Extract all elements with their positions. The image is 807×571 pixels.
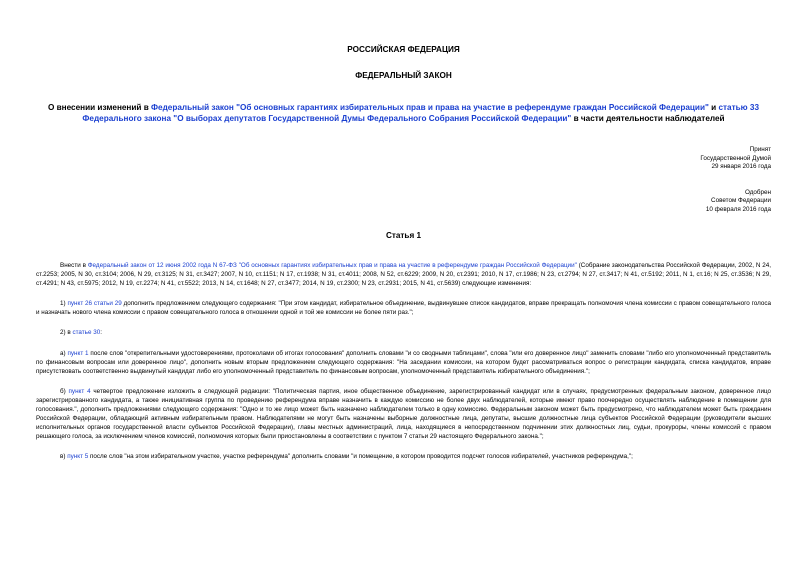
intro-text-b: (Собрание законодательства Российской Федерации, 2002, N 24, ст.2253; 2005, N 30, ст.3104; 2006, N 29, ст.3125; N 31, ст.3427; 2007, N 10, ст.1151; N 17, ст.1938; N 31, ст.4011; 2008, N 52, ст.6229; 2009, N 20, ст.2391; 2010, N 17, ст.1986; N 23, ст.2794; N 27, ст.3417; N 41, ст.5192; 2011, N 1, ст.16; N 25, ст.3536; N 29, ст.4291; N 43, ст.5975; 2012, N 19, ст.2274; N 41, ст.5522; 2013, N 14, ст.1648; N 27, ст.3477; 2014, N 19, ст.2300; N 23, ст.2931; 2015, N 41, ст.5639) следующие изменения: (36, 262, 772, 288)
paragraph-item-1 (36, 299, 771, 317)
subitem-a-link[interactable]: пункт 1 (67, 349, 89, 357)
item2-text-a: 2) в (60, 329, 73, 337)
item1-link[interactable]: пункт 26 статьи 29 (67, 300, 122, 308)
subitem-c-link[interactable]: пункт 5 (67, 453, 89, 461)
paragraph-subitem-b (36, 387, 771, 442)
subitem-b-text-a: б) (60, 387, 69, 395)
title-text-1: О внесении изменений в (47, 103, 152, 112)
subitem-b-link[interactable]: пункт 4 (68, 387, 91, 395)
title-link-article33[interactable]: статью 33 Федерального закона "О выборах депутатов Государственной Думы Федерального Собрания Российской Федерации" (82, 103, 760, 123)
subitem-b-text-b: четвертое предложение изложить в следующей редакции: "Политическая партия, иное общественное объединение, зарегистрированный кандидат или в случаях, предусмотренных федеральным законом, доверенное лицо зарегистрированного кандидата, а также инициативная группа по проведению референдума вправе назначить в каждую комиссию не более двух наблюдателей, которые имеют право поочередно осуществлять наблюдение в помещении для голосования.", дополнить предложениями следующего содержания: "Одно и то же лицо может быть назначено наблюдателем только в одну комиссию. Федеральным законом может быть предусмотрено, что наблюдателем может быть гражданин Российской Федерации, обладающий активным избирательным правом. Наблюдателями не могут быть назначены выборные должностные лица, депутаты, высшие должностные лица субъектов Российской Федерации (руководители высших исполнительных органов государственной власти субъектов Российской Федерации), главы местных администраций, лица, находящиеся в непосредственном подчинении этих должностных лиц, судьи, прокуроры, члены комиссий с правом решающего голоса, за исключением членов комиссий, полномочия которых были приостановлены в соответствии с пунктом 7 статьи 29 настоящего Федерального закона."; (36, 387, 772, 441)
adoption-line-2: Государственной Думой (700, 154, 771, 162)
header-law-type: ФЕДЕРАЛЬНЫЙ ЗАКОН (355, 71, 452, 80)
document-title (36, 102, 771, 124)
approval-line-3: 10 февраля 2016 года (705, 205, 771, 213)
approval-block (36, 189, 771, 215)
title-link-law[interactable]: Федеральный закон "Об основных гарантиях избирательных прав и права на участие в референдуме граждан Российской Федерации" (151, 103, 709, 112)
item2-link[interactable]: статье 30 (72, 329, 101, 337)
article-heading: Статья 1 (385, 231, 422, 240)
intro-text-a: Внести в (60, 262, 88, 269)
adoption-line-3: 29 января 2016 года (711, 163, 771, 170)
title-text-2: и (708, 103, 719, 112)
paragraph-item-2 (36, 328, 771, 337)
header-federation: РОССИЙСКАЯ ФЕДЕРАЦИЯ (347, 45, 460, 54)
adoption-line-1: Принят (749, 146, 771, 153)
subitem-c-text-b: после слов "на этом избирательном участке, участке референдума" дополнить словами "и помещение, в котором проводится подсчет голосов избирателей, участников референдума,"; (88, 453, 633, 461)
paragraph-subitem-a (36, 349, 771, 376)
paragraph-subitem-c (36, 452, 771, 461)
item1-text-b: дополнить предложением следующего содержания: "При этом кандидат, избирательное объединение, выдвинувшее список кандидатов, вправе прекращать полномочия члена комиссии с правом совещательного голоса и назначать нового члена комиссии с правом совещательного голоса в отношении одной и той же комиссии не более пяти раз."; (36, 300, 771, 317)
subitem-a-text-b: после слов "открепительными удостоверениями, протоколами об итогах голосования" дополнить словами "и со сводными таблицами", слова "или его доверенное лицо" заменить словами "либо его уполномоченный представитель по финансовым вопросам или доверенное лицо", дополнить новым вторым предложением следующего содержания: "На заседании комиссии, на котором будет рассматриваться вопрос о регистрации кандидата, списка кандидатов, вправе присутствовать соответственно выдвинутый кандидат либо его уполномоченный представитель по финансовым вопросам, уполномоченный представитель избирательного объединения."; (36, 349, 771, 375)
approval-line-2: Советом Федерации (711, 197, 771, 204)
subitem-c-text-a: в) (60, 453, 68, 461)
subitem-a-text-a: а) (60, 349, 68, 357)
intro-law-link[interactable]: Федеральный закон от 12 июня 2002 года N 67-ФЗ "Об основных гарантиях избирательных прав и права на участие в референдуме граждан Российской Федерации" (87, 262, 577, 269)
approval-line-1: Одобрен (744, 188, 771, 196)
paragraph-intro (36, 261, 771, 288)
adoption-block (36, 146, 771, 172)
item1-text-a: 1) (60, 300, 68, 308)
item2-text-b: : (100, 329, 102, 337)
title-text-3: в части деятельности наблюдателей (571, 114, 725, 123)
